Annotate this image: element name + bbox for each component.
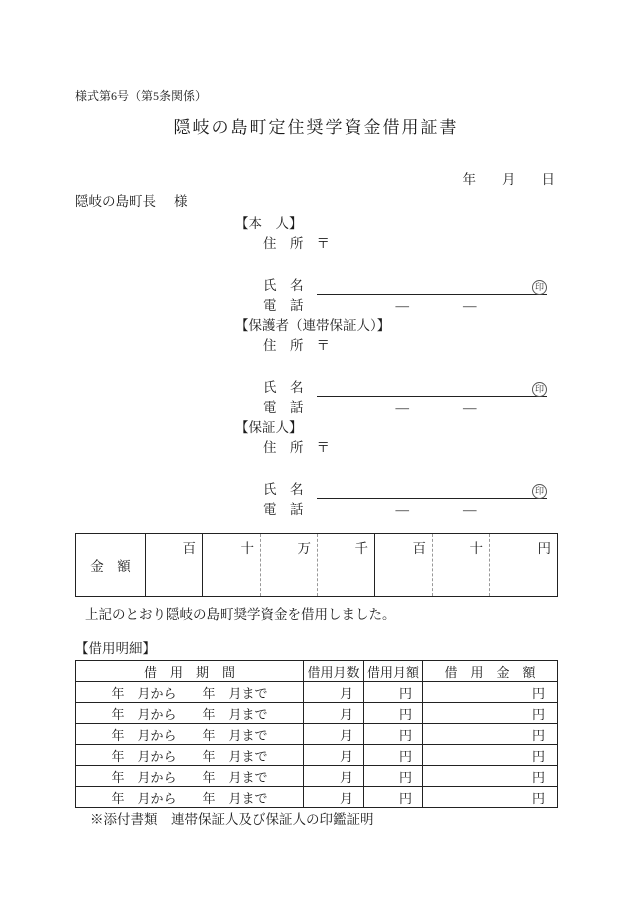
loan-monthly-amount-cell[interactable]: 円 [364,724,423,745]
postal-mark-icon: 〒 [316,338,330,353]
loan-total-amount-cell[interactable]: 円 [423,787,558,808]
detail-row [76,682,558,703]
amount-digit-cell-hyaku[interactable]: 百 [375,534,433,597]
address-row [263,234,557,254]
date-month-label: 月 [502,172,516,187]
loan-period-cell[interactable]: 年 月から 年 月まで [76,703,304,724]
address-row [263,438,557,458]
header-loan-period: 借 用 期 間 [76,661,304,682]
form-number: 様式第6号（第5条関係） [75,89,208,103]
loan-monthly-amount-cell[interactable]: 円 [364,682,423,703]
loan-monthly-amount-cell[interactable]: 円 [364,745,423,766]
amount-row [76,534,558,597]
loan-months-cell[interactable]: 月 [304,703,364,724]
phone-row [263,398,557,418]
seal-icon: 印 [532,280,547,295]
section-guardian-joint-guarantor [75,316,557,418]
name-row [263,276,557,296]
loan-monthly-amount-cell[interactable]: 円 [364,703,423,724]
amount-table [75,533,558,597]
phone-dash: ― [395,400,409,415]
section-guarantor [75,418,557,520]
phone-dash: ― [395,298,409,313]
address-label: 住 所 [263,236,304,251]
section-applicant [75,214,557,316]
loan-monthly-amount-cell[interactable]: 円 [364,766,423,787]
loan-period-cell[interactable]: 年 月から 年 月まで [76,682,304,703]
loan-monthly-amount-cell[interactable]: 円 [364,787,423,808]
amount-row-label: 金 額 [90,559,131,574]
loan-months-cell[interactable]: 月 [304,745,364,766]
amount-digit-cell-hyaku-man[interactable]: 百 [146,534,203,597]
loan-total-amount-cell[interactable]: 円 [423,682,558,703]
phone-dash: ― [463,298,477,313]
loan-months-cell[interactable]: 月 [304,682,364,703]
seal-icon: 印 [532,484,547,499]
postal-mark-icon: 〒 [316,440,330,455]
loan-total-amount-cell[interactable]: 円 [423,745,558,766]
loan-period-cell[interactable]: 年 月から 年 月まで [76,766,304,787]
section-heading: 【保証人】 [235,420,303,435]
loan-total-amount-cell[interactable]: 円 [423,703,558,724]
loan-period-cell[interactable]: 年 月から 年 月まで [76,787,304,808]
detail-row [76,745,558,766]
address-label: 住 所 [263,440,304,455]
detail-row [76,787,558,808]
detail-row [76,766,558,787]
phone-dash: ― [395,502,409,517]
phone-label: 電 話 [263,400,304,415]
loan-period-cell[interactable]: 年 月から 年 月まで [76,724,304,745]
header-loan-months: 借用月数 [304,661,364,682]
phone-dash: ― [463,502,477,517]
loan-months-cell[interactable]: 月 [304,787,364,808]
phone-row [263,500,557,520]
loan-months-cell[interactable]: 月 [304,724,364,745]
name-label: 氏 名 [263,482,304,497]
loan-months-cell[interactable]: 月 [304,766,364,787]
amount-digit-cell-en[interactable]: 円 [490,534,558,597]
name-label: 氏 名 [263,380,304,395]
detail-row [76,703,558,724]
signature-line[interactable] [317,277,548,295]
loan-detail-table [75,660,558,808]
addressee-title: 隠岐の島町長 [75,194,156,209]
address-label: 住 所 [263,338,304,353]
addressee-line [75,192,557,212]
header-loan-monthly: 借用月額 [364,661,423,682]
detail-row [76,724,558,745]
amount-digit-cell-man[interactable]: 万 [261,534,318,597]
name-label: 氏 名 [263,278,304,293]
phone-row [263,296,557,316]
date-year-label: 年 [462,172,476,187]
phone-dash: ― [463,400,477,415]
header-loan-total: 借 用 金 額 [423,661,558,682]
date-line [75,170,557,190]
loan-period-cell[interactable]: 年 月から 年 月まで [76,745,304,766]
signature-line[interactable] [317,481,548,499]
name-row [263,480,557,500]
amount-digit-cell-sen[interactable]: 千 [318,534,375,597]
borrow-statement: 上記のとおり隠岐の島町奨学資金を借用しました。 [85,607,396,622]
detail-section-heading: 【借用明細】 [75,641,156,656]
amount-digit-cell-ju-man[interactable]: 十 [203,534,261,597]
attachment-footnote: ※添付書類 連帯保証人及び保証人の印鑑証明 [90,812,374,827]
postal-mark-icon: 〒 [316,236,330,251]
seal-icon: 印 [532,382,547,397]
date-day-label: 日 [541,172,555,187]
signature-line[interactable] [317,379,548,397]
amount-digit-cell-ju[interactable]: 十 [433,534,490,597]
address-row [263,336,557,356]
section-heading: 【本 人】 [235,216,303,231]
phone-label: 電 話 [263,298,304,313]
phone-label: 電 話 [263,502,304,517]
name-row [263,378,557,398]
section-heading: 【保護者（連帯保証人）】 [235,318,391,333]
addressee-honorific: 様 [174,194,188,209]
detail-header-row [76,661,558,682]
loan-total-amount-cell[interactable]: 円 [423,766,558,787]
loan-total-amount-cell[interactable]: 円 [423,724,558,745]
document-title: 隠岐の島町定住奨学資金借用証書 [173,118,459,137]
